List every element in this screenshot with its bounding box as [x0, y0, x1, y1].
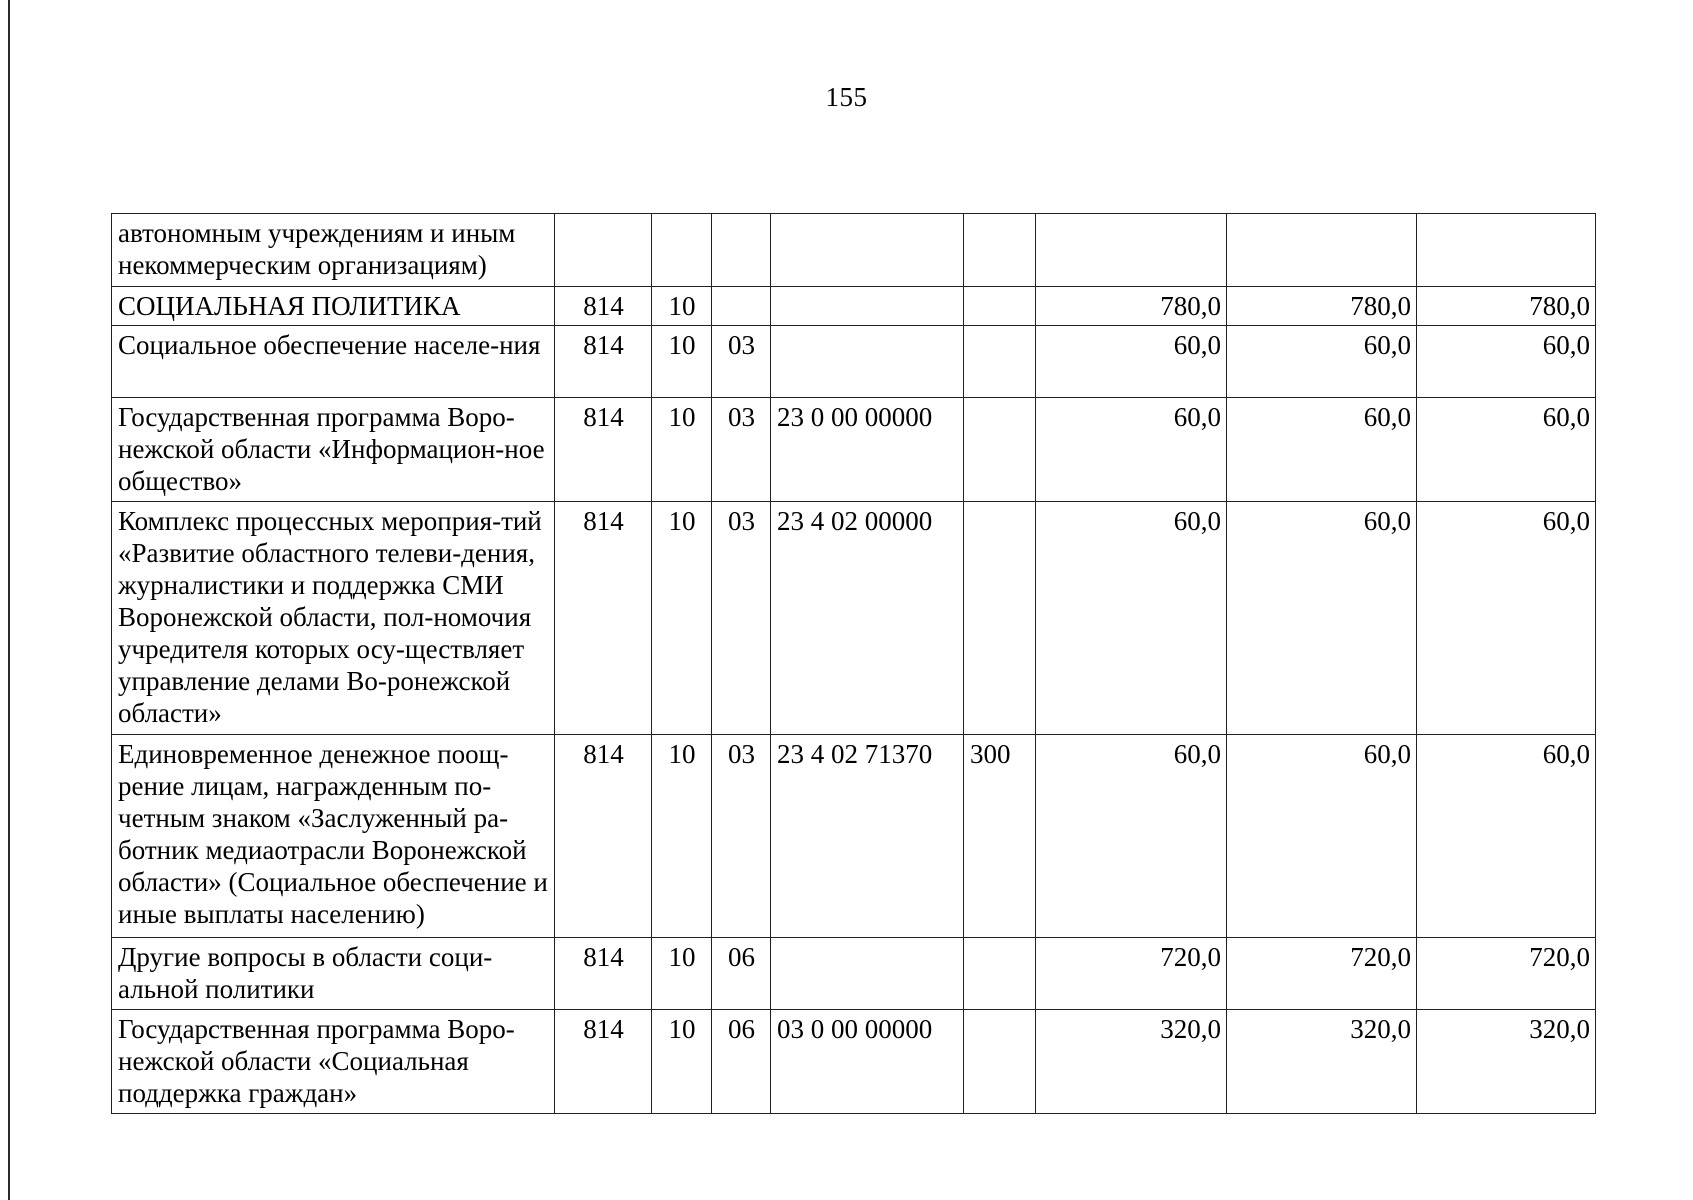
grbs-code: 814	[555, 502, 652, 735]
subsection-code	[712, 287, 771, 326]
sum-year-3: 780,0	[1417, 287, 1596, 326]
sum-year-3: 60,0	[1417, 326, 1596, 398]
target-article-code	[771, 287, 964, 326]
sum-year-3: 320,0	[1417, 1010, 1596, 1114]
expense-type-code: 300	[964, 735, 1036, 938]
grbs-code: 814	[555, 398, 652, 502]
sum-year-1: 320,0	[1036, 1010, 1227, 1114]
sum-year-2: 320,0	[1227, 1010, 1417, 1114]
grbs-code: 814	[555, 735, 652, 938]
target-article-code: 23 4 02 00000	[771, 502, 964, 735]
sum-year-1: 780,0	[1036, 287, 1227, 326]
target-article-code	[771, 326, 964, 398]
section-code: 10	[652, 502, 712, 735]
table-row	[112, 735, 1596, 938]
target-article-code: 23 0 00 00000	[771, 398, 964, 502]
row-name: СОЦИАЛЬНАЯ ПОЛИТИКА	[112, 287, 555, 326]
expense-type-code	[964, 502, 1036, 735]
sum-year-1: 60,0	[1036, 326, 1227, 398]
row-name: автономным учреждениям и иным некоммерческим организациям)	[112, 214, 555, 287]
subsection-code: 03	[712, 502, 771, 735]
subsection-code	[712, 214, 771, 287]
grbs-code: 814	[555, 938, 652, 1010]
scan-left-edge	[8, 0, 10, 1200]
sum-year-1: 720,0	[1036, 938, 1227, 1010]
section-code: 10	[652, 287, 712, 326]
target-article-code: 23 4 02 71370	[771, 735, 964, 938]
grbs-code	[555, 214, 652, 287]
section-code: 10	[652, 1010, 712, 1114]
section-code: 10	[652, 326, 712, 398]
table-row	[112, 287, 1596, 326]
target-article-code	[771, 214, 964, 287]
section-code	[652, 214, 712, 287]
expense-type-code	[964, 398, 1036, 502]
table-row	[112, 214, 1596, 287]
row-name: Другие вопросы в области соци-альной политики	[112, 938, 555, 1010]
subsection-code: 03	[712, 326, 771, 398]
sum-year-2: 60,0	[1227, 735, 1417, 938]
section-code: 10	[652, 735, 712, 938]
expense-type-code	[964, 326, 1036, 398]
expense-type-code	[964, 287, 1036, 326]
target-article-code: 03 0 00 00000	[771, 1010, 964, 1114]
sum-year-1	[1036, 214, 1227, 287]
section-code: 10	[652, 398, 712, 502]
subsection-code: 06	[712, 1010, 771, 1114]
sum-year-2: 60,0	[1227, 398, 1417, 502]
subsection-code: 03	[712, 735, 771, 938]
budget-table	[111, 213, 1596, 1114]
row-name: Комплекс процессных мероприя-тий «Развитие областного телеви-дения, журналистики и поддержка СМИ Воронежской области, пол-номочия учредителя которых осу-ществляет управление делами Во-ронежской области»	[112, 502, 555, 735]
sum-year-1: 60,0	[1036, 502, 1227, 735]
subsection-code: 06	[712, 938, 771, 1010]
sum-year-2: 720,0	[1227, 938, 1417, 1010]
row-name: Социальное обеспечение населе-ния	[112, 326, 555, 398]
subsection-code: 03	[712, 398, 771, 502]
sum-year-2	[1227, 214, 1417, 287]
row-name: Государственная программа Воро-нежской области «Социальная поддержка граждан»	[112, 1010, 555, 1114]
page-number: 155	[825, 82, 868, 112]
sum-year-3	[1417, 214, 1596, 287]
grbs-code: 814	[555, 287, 652, 326]
expense-type-code	[964, 214, 1036, 287]
section-code: 10	[652, 938, 712, 1010]
grbs-code: 814	[555, 326, 652, 398]
grbs-code: 814	[555, 1010, 652, 1114]
sum-year-3: 720,0	[1417, 938, 1596, 1010]
sum-year-3: 60,0	[1417, 398, 1596, 502]
sum-year-1: 60,0	[1036, 735, 1227, 938]
table-row	[112, 326, 1596, 398]
row-name: Единовременное денежное поощ-рение лицам, награжденным по-четным знаком «Заслуженный ра-ботник медиаотрасли Воронежской области» (Социальное обеспечение и иные выплаты населению)	[112, 735, 555, 938]
sum-year-2: 60,0	[1227, 326, 1417, 398]
sum-year-2: 60,0	[1227, 502, 1417, 735]
table-row	[112, 938, 1596, 1010]
table-row	[112, 398, 1596, 502]
row-name: Государственная программа Воро-нежской области «Информацион-ное общество»	[112, 398, 555, 502]
table-row	[112, 1010, 1596, 1114]
table-row	[112, 502, 1596, 735]
sum-year-1: 60,0	[1036, 398, 1227, 502]
sum-year-3: 60,0	[1417, 502, 1596, 735]
sum-year-3: 60,0	[1417, 735, 1596, 938]
sum-year-2: 780,0	[1227, 287, 1417, 326]
expense-type-code	[964, 1010, 1036, 1114]
expense-type-code	[964, 938, 1036, 1010]
target-article-code	[771, 938, 964, 1010]
